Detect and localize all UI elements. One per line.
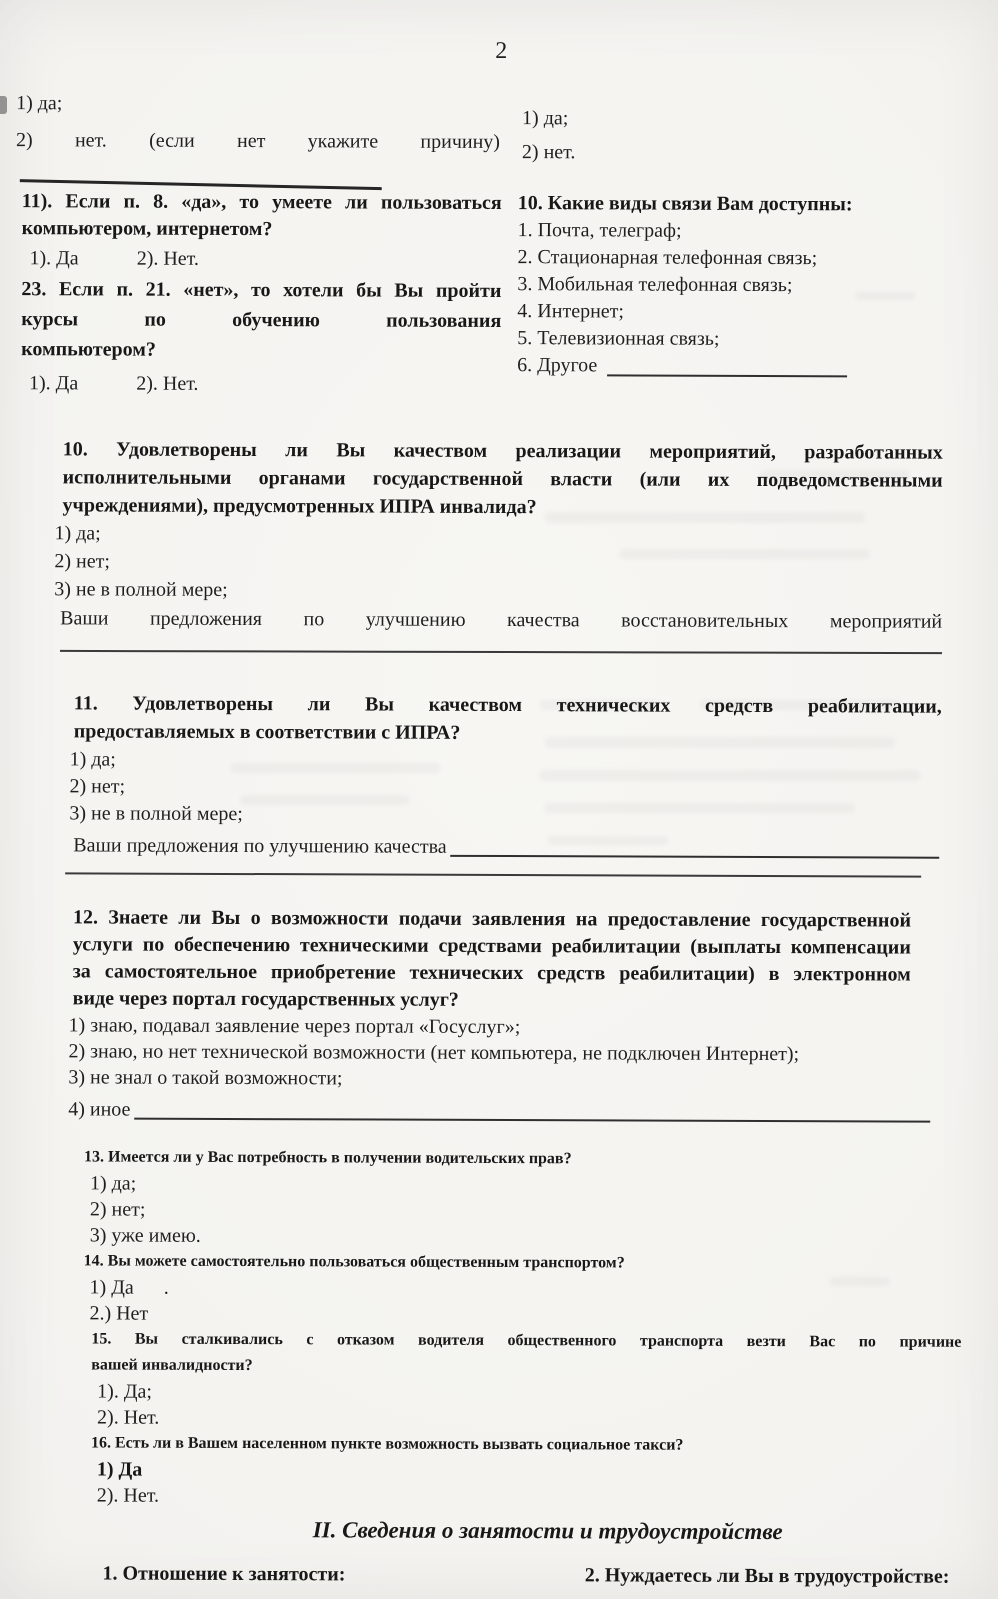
question-14-heading: 14. Вы можете самостоятельно пользоваться общественным транспортом? (83, 1252, 625, 1272)
top-right-answers (502, 92, 998, 167)
page-number: 2 (495, 37, 508, 65)
answer-blank-line (451, 855, 940, 859)
question-16-section (0, 1430, 995, 1512)
question-11-heading (22, 188, 502, 244)
list-item: 5. Телевизионная связь; (517, 327, 720, 350)
answer-option: 2). Нет. (136, 372, 199, 395)
suggestions-prompt: Ваши предложения по улучшению качества восстановительных мероприятий (60, 607, 943, 633)
heading-line: вашей инвалидности? (91, 1356, 253, 1375)
answer-option: 2) знаю, но нет технической возможности (нет компьютера, не подключен Интернет); (68, 1040, 800, 1066)
list-item: 3. Мобильная телефонная связь; (517, 273, 793, 297)
answer-option: 1). Да; (97, 1380, 152, 1403)
heading-line: услуги по обеспечению техническими средствами реабилитации (выплаты компенсации (72, 933, 911, 959)
suggestions-prompt: Ваши предложения по улучшению качества (73, 834, 447, 858)
answer-option: 2). Нет. (97, 1406, 160, 1429)
answer-option: 1) да; (89, 1172, 137, 1195)
answer-option: 2) нет; (69, 775, 126, 798)
employment-need-heading: 2. Нуждаетесь ли Вы в трудоустройстве: (584, 1564, 950, 1588)
employment-attitude-heading: 1. Отношение к занятости: (102, 1562, 346, 1586)
heading-line: 12. Знаете ли Вы о возможности подачи заявления на предоставление государственной (72, 906, 912, 932)
answer-option: 1) да; (54, 522, 101, 545)
answer-blank-line (60, 650, 942, 654)
question-12-section (0, 904, 997, 1126)
answer-option: 1) Да (96, 1458, 143, 1481)
list-item-label: 6. Другое (517, 354, 598, 377)
other-option-row (0, 1096, 996, 1126)
heading-line: курсы по обучению пользования (21, 308, 502, 333)
page-content (0, 34, 998, 1590)
answer-option: 2) нет. (521, 141, 576, 164)
question-11-options (29, 245, 501, 273)
answer-option: 3) уже имею. (89, 1224, 201, 1247)
section-ii-heading: II. Сведения о занятости и трудоустройстве (312, 1517, 783, 1545)
question-15-section (0, 1326, 995, 1434)
suggestions-prompt-row (0, 832, 997, 862)
heading-line: 10. Удовлетворены ли Вы качеством реализации мероприятий, разработанных (62, 438, 943, 464)
heading-line: виде через портал государственных услуг? (72, 987, 459, 1011)
answer-blank-line (65, 872, 921, 877)
heading-line: компьютером? (21, 338, 156, 361)
answer-option: 2) нет; (89, 1198, 146, 1221)
heading-line: 11. Удовлетворены ли Вы качеством технических средств реабилитации, (73, 692, 942, 718)
question-13-section (0, 1144, 996, 1252)
top-answer-columns (2, 90, 998, 167)
heading-line: 15. Вы сталкивались с отказом водителя общественного транспорта везти Вас по причине (91, 1330, 962, 1351)
answer-option: 1) знаю, подавал заявление через портал «Госуслуг»; (68, 1014, 521, 1039)
question-10-section (0, 435, 998, 655)
question-13-heading: 13. Имеется ли у Вас потребность в получении водительских прав? (84, 1148, 572, 1168)
list-item: 1. Почта, телеграф; (517, 219, 682, 242)
heading-line: компьютером, интернетом? (21, 217, 273, 241)
top-left-answers (2, 90, 502, 165)
question-14-section (0, 1248, 996, 1330)
answer-option: 3) не в полной мере; (69, 802, 243, 826)
answer-option: 1) да; (69, 748, 116, 771)
answer-option: 3) не в полной мере; (54, 578, 228, 601)
left-question-column (1, 188, 502, 401)
question-16-heading: 16. Есть ли в Вашем населенном пункте возможность вызвать социальное такси? (90, 1434, 684, 1454)
heading-line: предоставляемых в соответствии с ИПРА? (73, 720, 461, 744)
right-question-column (501, 190, 998, 403)
heading-line: 11). Если п. 8. «да», то умеете ли пользоваться (21, 190, 502, 215)
answer-option: 2). Нет. (96, 1484, 160, 1507)
answer-option: 1) Да . (89, 1276, 169, 1299)
answer-option: 1). Да (29, 372, 79, 395)
question-10-short-heading: 10. Какие виды связи Вам доступны: (517, 192, 853, 216)
list-item: 2. Стационарная телефонная связь; (517, 246, 818, 270)
list-item-other (517, 352, 985, 381)
answer-blank-line (134, 1118, 930, 1123)
question-23-options (29, 370, 501, 398)
list-item: 4. Интернет; (517, 300, 625, 323)
heading-line: 23. Если п. 21. «нет», то хотели бы Вы пройти (21, 278, 502, 303)
footer-questions (0, 1560, 995, 1590)
answer-option: 2). Нет. (136, 247, 199, 270)
question-11-section (0, 689, 998, 878)
heading-line: учреждениями), предусмотренных ИПРА инвалида? (62, 494, 537, 519)
answer-blank-line (607, 374, 847, 377)
answer-option: 1) да; (16, 92, 63, 115)
question-columns (1, 188, 998, 403)
heading-line: исполнительными органами государственной власти (или их подведомственными (62, 466, 943, 492)
answer-option: 1) да; (522, 107, 569, 130)
question-23-heading (21, 274, 501, 366)
answer-option: 1). Да (29, 247, 79, 270)
answer-option: 3) не знал о такой возможности; (68, 1066, 343, 1090)
answer-option: 2) нет; (54, 550, 110, 573)
heading-line: за самостоятельное приобретение технических средств реабилитации) в электронном (72, 960, 911, 986)
answer-option: 2.) Нет (89, 1302, 149, 1325)
answer-option: 2) нет. (если нет укажите причину) (15, 129, 501, 153)
answer-option: 4) иное (68, 1098, 131, 1121)
